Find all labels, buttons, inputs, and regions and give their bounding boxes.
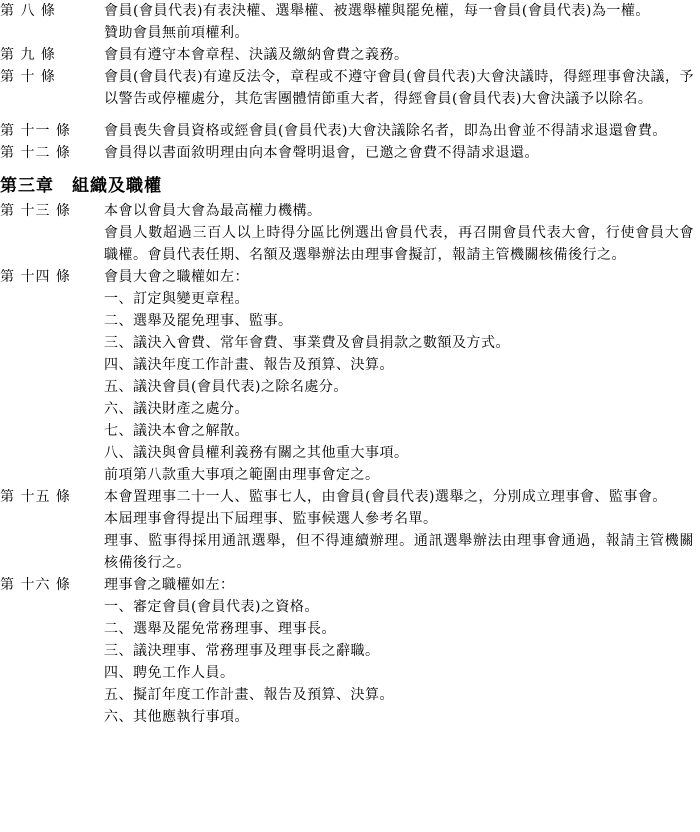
article-number: 第 十一 條 xyxy=(0,123,71,139)
article-16 xyxy=(0,574,700,728)
list-item: 二、選舉及罷免理事、監事。 xyxy=(104,313,293,329)
article-13 xyxy=(0,200,700,266)
list-item: 五、議決會員(會員代表)之除名處分。 xyxy=(104,379,348,395)
article-14 xyxy=(0,266,700,486)
article-number: 第 十四 條 xyxy=(0,269,71,285)
article-15 xyxy=(0,486,700,574)
article-number: 第 十三 條 xyxy=(0,203,71,219)
article-intro: 理事會之職權如左： xyxy=(104,577,235,593)
article-paragraph: 會員有遵守本會章程、決議及繳納會費之義務。 xyxy=(104,47,409,63)
article-number: 第 十六 條 xyxy=(0,577,71,593)
article-paragraph: 本屆理事會得提出下屆理事、監事候選人參考名單。 xyxy=(104,511,438,527)
article-12 xyxy=(0,142,700,164)
list-item: 一、審定會員(會員代表)之資格。 xyxy=(104,599,319,615)
list-item: 三、議決入會費、常年會費、事業費及會員捐款之數額及方式。 xyxy=(104,335,510,351)
article-intro: 會員大會之職權如左： xyxy=(104,269,249,285)
list-item: 五、擬訂年度工作計畫、報告及預算、決算。 xyxy=(104,687,394,703)
article-number: 第 十 條 xyxy=(0,69,56,85)
article-9 xyxy=(0,44,700,66)
list-item: 六、議決財產之處分。 xyxy=(104,401,249,417)
list-item: 七、議決本會之解散。 xyxy=(104,423,249,439)
list-item: 三、議決理事、常務理事及理事長之辭職。 xyxy=(104,643,380,659)
article-11 xyxy=(0,120,700,142)
list-item: 二、選舉及罷免常務理事、理事長。 xyxy=(104,621,336,637)
list-item: 六、其他應執行事項。 xyxy=(104,709,249,725)
article-number: 第 十二 條 xyxy=(0,145,71,161)
article-number: 第 九 條 xyxy=(0,47,56,63)
article-paragraph: 會員人數超過三百人以上時得分區比例選出會員代表，再召開會員代表大會，行使會員大會職權。會員代表任期、名額及選舉辦法由理事會擬訂，報請主管機關核備後行之。 xyxy=(104,225,694,263)
article-number: 第 八 條 xyxy=(0,3,56,19)
article-paragraph: 會員(會員代表)有表決權、選舉權、被選舉權與罷免權，每一會員(會員代表)為一權。 xyxy=(104,3,650,19)
list-item: 一、訂定與變更章程。 xyxy=(104,291,249,307)
chapter-heading: 第三章 組織及職權 xyxy=(0,176,162,196)
article-paragraph: 會員得以書面敘明理由向本會聲明退會，已邀之會費不得請求退還。 xyxy=(104,145,539,161)
article-paragraph: 會員(會員代表)有違反法令，章程或不遵守會員(會員代表)大會決議時，得經理事會決議，予以警告或停權處分，其危害團體情節重大者，得經會員(會員代表)大會決議予以除名。 xyxy=(104,69,694,107)
article-paragraph: 本會以會員大會為最高權力機構。 xyxy=(104,203,322,219)
article-paragraph: 本會置理事二十一人、監事七人，由會員(會員代表)選舉之，分別成立理事會、監事會。 xyxy=(104,489,667,505)
list-item: 八、議決與會員權利義務有關之其他重大事項。 xyxy=(104,445,409,461)
article-note: 前項第八款重大事項之範圍由理事會定之。 xyxy=(104,467,380,483)
article-paragraph: 理事、監事得採用通訊選舉，但不得連續辦理。通訊選舉辦法由理事會通過，報請主管機關核備後行之。 xyxy=(104,533,694,571)
article-paragraph: 會員喪失會員資格或經會員(會員代表)大會決議除名者，即為出會並不得請求退還會費。 xyxy=(104,123,667,139)
article-8 xyxy=(0,0,700,44)
article-paragraph: 贊助會員無前項權利。 xyxy=(104,25,249,41)
article-10 xyxy=(0,66,700,110)
list-item: 四、議決年度工作計畫、報告及預算、決算。 xyxy=(104,357,394,373)
spacer xyxy=(0,110,700,120)
article-number: 第 十五 條 xyxy=(0,489,71,505)
list-item: 四、聘免工作人員。 xyxy=(104,665,235,681)
